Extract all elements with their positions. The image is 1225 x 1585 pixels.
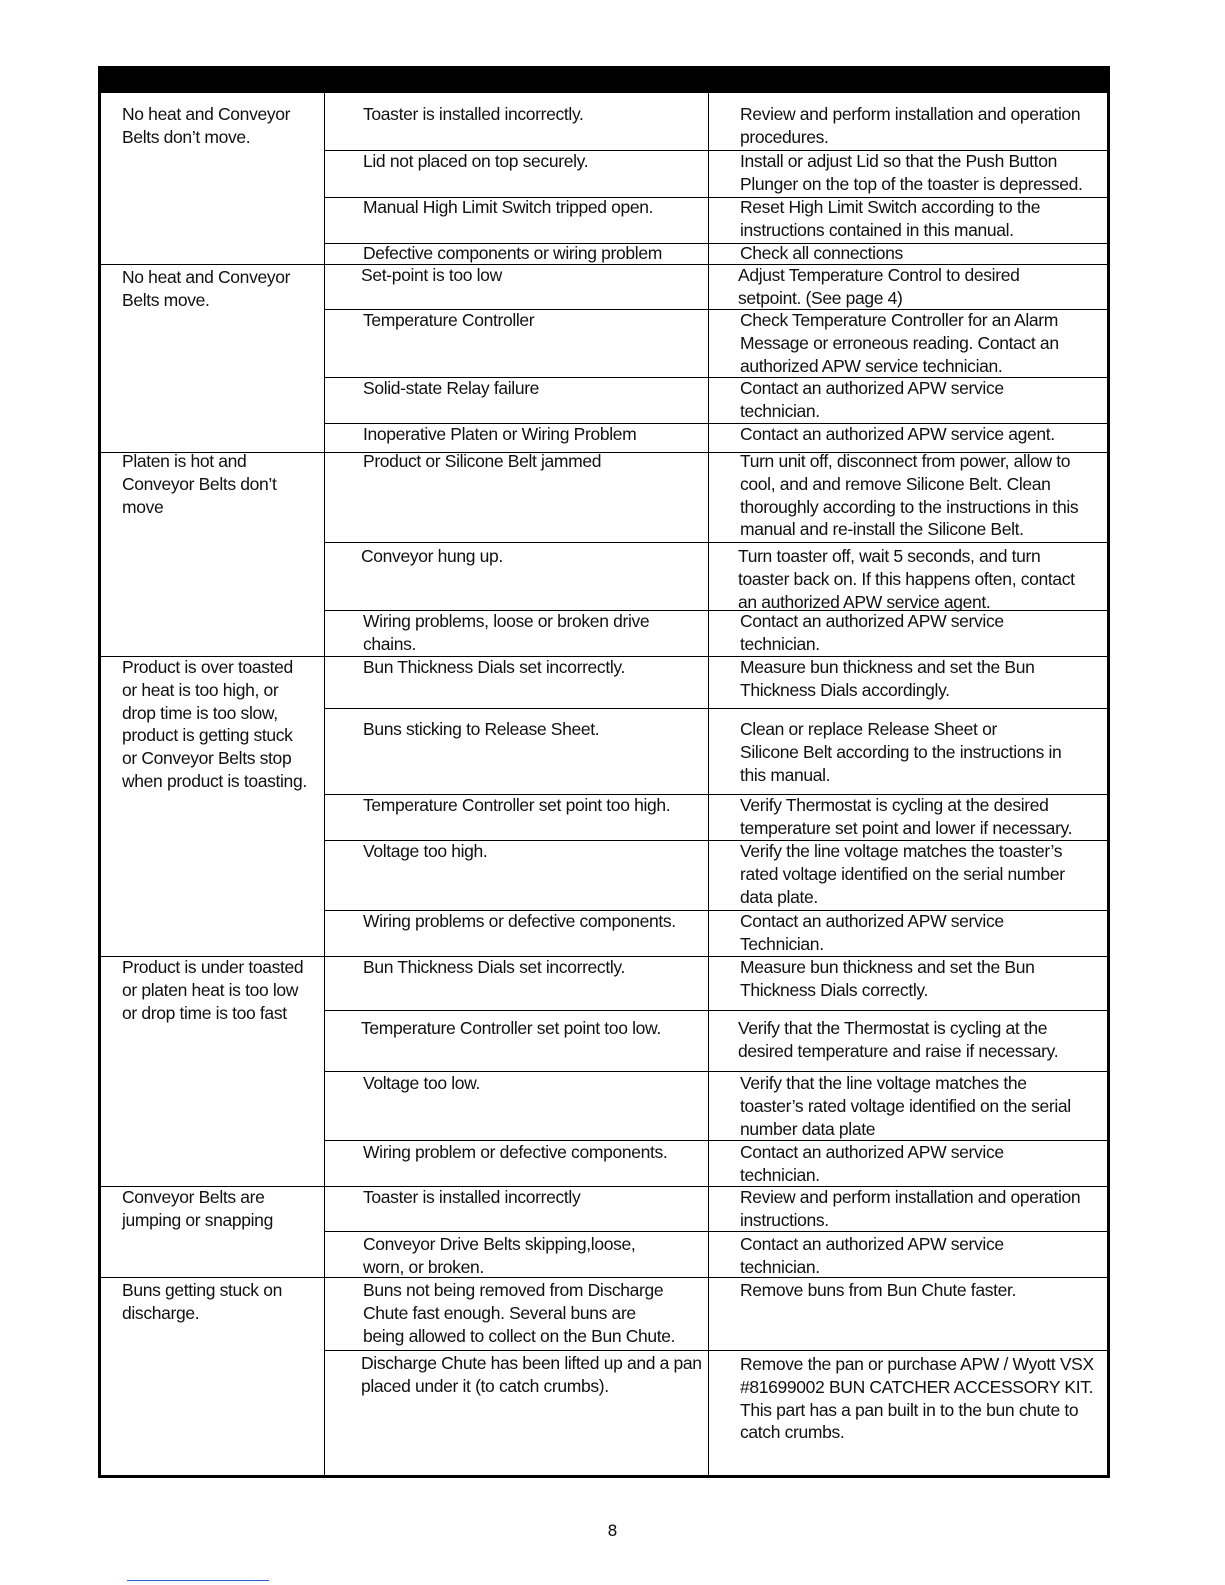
remedy-cell: Check all connections xyxy=(740,243,903,263)
cause-cell: Bun Thickness Dials set incorrectly. xyxy=(363,657,625,677)
cause-cell: Wiring problems or defective components. xyxy=(363,911,676,931)
remedy-cell: Contact an authorized APW service technician. xyxy=(740,378,1004,421)
cause-cell: Voltage too low. xyxy=(363,1073,480,1093)
cause-cell: Conveyor hung up. xyxy=(361,546,503,566)
problem-cell: Product is over toasted or heat is too high, or drop time is too slow, product is getting stuck or Conveyor Belts stop when product is toasting. xyxy=(122,657,307,791)
remedy-cell: Verify the line voltage matches the toaster’s rated voltage identified on the serial number data plate. xyxy=(740,841,1065,907)
remedy-cell: Measure bun thickness and set the Bun Thickness Dials accordingly. xyxy=(740,657,1035,700)
cause-cell: Manual High Limit Switch tripped open. xyxy=(363,197,654,217)
table-header-bar xyxy=(101,69,1107,93)
cause-cell: Solid-state Relay failure xyxy=(363,378,540,398)
cause-cell: Product or Silicone Belt jammed xyxy=(363,451,602,471)
page-number: 8 xyxy=(607,1521,618,1540)
problem-cell: Platen is hot and Conveyor Belts don’t move xyxy=(122,451,277,517)
cause-cell: Temperature Controller set point too high. xyxy=(363,795,671,815)
cause-cell: Bun Thickness Dials set incorrectly. xyxy=(363,957,625,977)
problem-cell: Product is under toasted or platen heat is too low or drop time is too fast xyxy=(122,957,304,1023)
remedy-cell: Review and perform installation and operation procedures. xyxy=(740,104,1081,147)
cause-cell: Toaster is installed incorrectly. xyxy=(363,104,584,124)
remedy-cell: Check Temperature Controller for an Alarm Message or erroneous reading. Contact an authorized APW service technician. xyxy=(740,310,1059,376)
remedy-cell: Reset High Limit Switch according to the instructions contained in this manual. xyxy=(740,197,1041,240)
remedy-cell: Adjust Temperature Control to desired setpoint. (See page 4) xyxy=(738,265,1020,308)
remedy-cell: Verify that the Thermostat is cycling at the desired temperature and raise if necessary. xyxy=(738,1018,1059,1061)
row-divider xyxy=(324,708,1107,709)
cause-cell: Inoperative Platen or Wiring Problem xyxy=(363,424,637,444)
problem-cell: No heat and Conveyor Belts move. xyxy=(122,267,291,310)
remedy-cell: Clean or replace Release Sheet or Silicone Belt according to the instructions in this manual. xyxy=(740,719,1062,785)
remedy-cell: Install or adjust Lid so that the Push Button Plunger on the top of the toaster is depressed. xyxy=(740,151,1083,194)
cause-cell: Buns not being removed from Discharge Chute fast enough. Several buns are being allowed to collect on the Bun Chute. xyxy=(363,1280,676,1346)
cause-cell: Temperature Controller set point too low. xyxy=(361,1018,661,1038)
remedy-cell: Contact an authorized APW service agent. xyxy=(740,424,1055,444)
remedy-cell: Remove buns from Bun Chute faster. xyxy=(740,1280,1017,1300)
troubleshooting-table xyxy=(98,66,1110,1478)
remedy-cell: Contact an authorized APW service technician. xyxy=(740,1234,1004,1277)
footer-link-underline xyxy=(127,1580,269,1581)
cause-cell: Toaster is installed incorrectly xyxy=(363,1187,581,1207)
remedy-cell: Measure bun thickness and set the Bun Thickness Dials correctly. xyxy=(740,957,1035,1000)
problem-cell: Buns getting stuck on discharge. xyxy=(122,1280,282,1323)
cause-cell: Wiring problem or defective components. xyxy=(363,1142,668,1162)
cause-cell: Wiring problems, loose or broken drive chains. xyxy=(363,611,650,654)
problem-cell: No heat and Conveyor Belts don’t move. xyxy=(122,104,291,147)
remedy-cell: Verify Thermostat is cycling at the desired temperature set point and lower if necessary. xyxy=(740,795,1073,838)
remedy-cell: Remove the pan or purchase APW / Wyott VSX #81699002 BUN CATCHER ACCESSORY KIT. This part has a pan built in to the bun chute to catch crumbs. xyxy=(740,1354,1094,1443)
cause-cell: Temperature Controller xyxy=(363,310,535,330)
remedy-cell: Contact an authorized APW service technician. xyxy=(740,1142,1004,1185)
remedy-cell: Turn toaster off, wait 5 seconds, and turn toaster back on. If this happens often, contact an authorized APW service agent. xyxy=(738,546,1075,612)
column-divider xyxy=(708,93,709,1475)
remedy-cell: Verify that the line voltage matches the toaster’s rated voltage identified on the serial number data plate xyxy=(740,1073,1071,1139)
row-divider xyxy=(324,542,1107,543)
cause-cell: Conveyor Drive Belts skipping,loose, worn, or broken. xyxy=(363,1234,636,1277)
row-divider xyxy=(324,1010,1107,1011)
remedy-cell: Turn unit off, disconnect from power, allow to cool, and and remove Silicone Belt. Clean thoroughly according to the instructions in this manual and re-install the Silicone Belt. xyxy=(740,451,1079,540)
cause-cell: Set-point is too low xyxy=(361,265,502,285)
remedy-cell: Contact an authorized APW service technician. xyxy=(740,611,1004,654)
column-divider xyxy=(324,93,325,1475)
remedy-cell: Contact an authorized APW service Technician. xyxy=(740,911,1004,954)
cause-cell: Lid not placed on top securely. xyxy=(363,151,589,171)
cause-cell: Buns sticking to Release Sheet. xyxy=(363,719,600,739)
problem-cell: Conveyor Belts are jumping or snapping xyxy=(122,1187,273,1230)
cause-cell: Discharge Chute has been lifted up and a pan placed under it (to catch crumbs). xyxy=(361,1353,702,1396)
row-divider xyxy=(324,1350,1107,1351)
cause-cell: Voltage too high. xyxy=(363,841,488,861)
cause-cell: Defective components or wiring problem xyxy=(363,243,662,263)
remedy-cell: Review and perform installation and operation instructions. xyxy=(740,1187,1081,1230)
